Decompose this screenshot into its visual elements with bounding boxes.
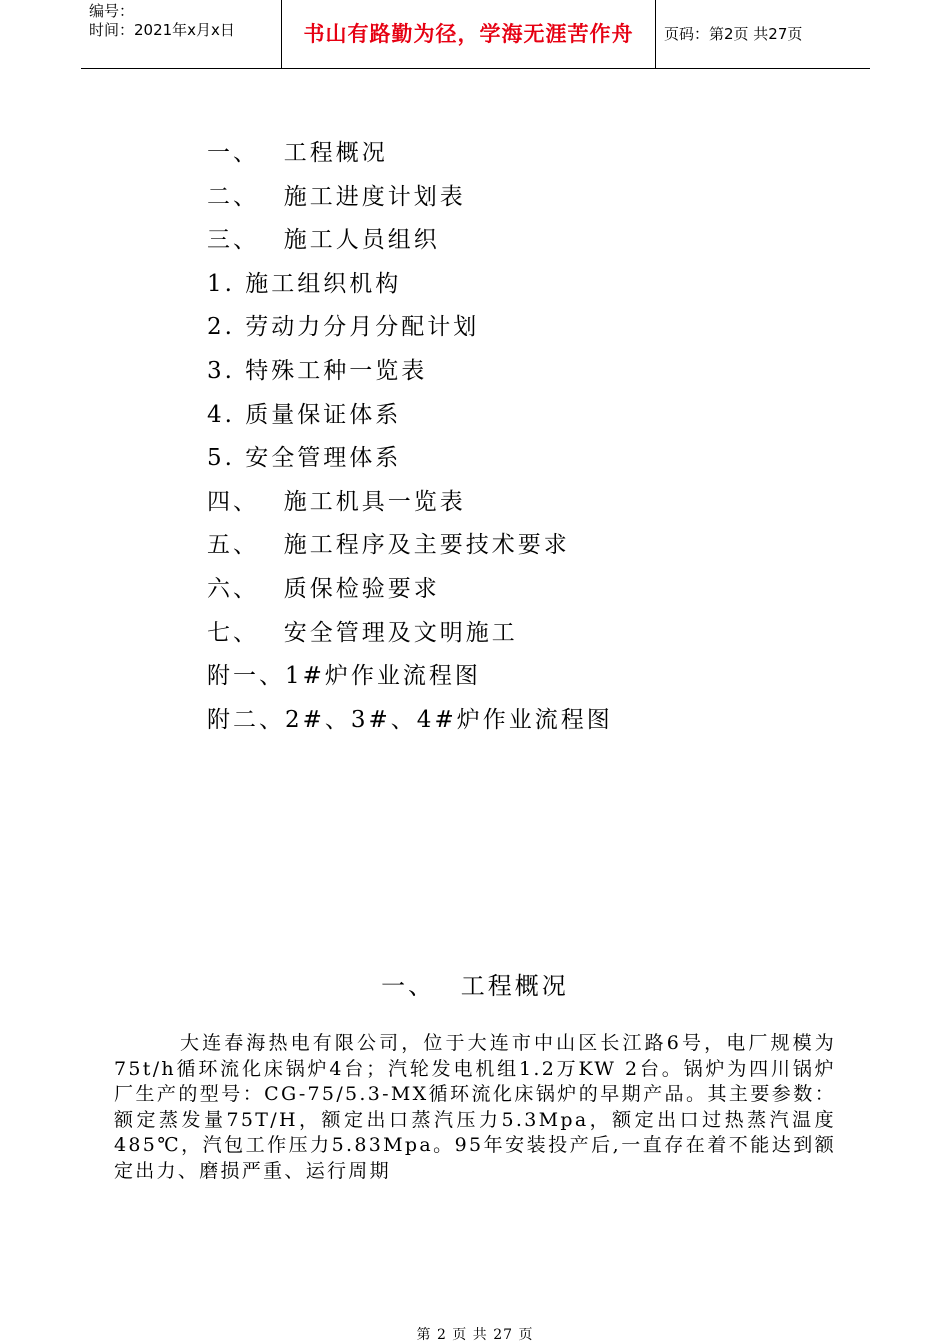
section-body bbox=[114, 1031, 836, 1184]
toc-item: 二、 施工进度计划表 bbox=[207, 183, 466, 210]
toc-item: 附一、1#炉作业流程图 bbox=[207, 663, 481, 690]
toc-item: 1. 施工组织机构 bbox=[207, 270, 402, 297]
header-page-info: 页码：第2页 共27页 bbox=[664, 25, 803, 43]
body-paragraph: 大连春海热电有限公司，位于大连市中山区长江路6号，电厂规模为75t/h循环流化床锅炉4台；汽轮发电机组1.2万KW 2台。锅炉为四川锅炉厂生产的型号：CG-75/5.3-MX循环流化床锅炉的早期产品。其主要参数：额定蒸发量75T/H，额定出口蒸汽压力5.3Mpa，额定出口过热蒸汽温度485℃，汽包工作压力5.83Mpa。95年安装投产后,一直存在着不能达到额定出力、磨损严重、运行周期 bbox=[114, 1032, 836, 1182]
page-header bbox=[81, 0, 870, 69]
toc-item: 附二、2#、3#、4#炉作业流程图 bbox=[207, 706, 613, 733]
toc-item: 5. 安全管理体系 bbox=[207, 445, 402, 472]
toc-item: 七、 安全管理及文明施工 bbox=[207, 619, 518, 646]
document-time-label: 时间：2021年x月x日 bbox=[89, 21, 235, 39]
section-title: 一、 工程概况 bbox=[381, 972, 569, 1000]
document-number-label: 编号： bbox=[89, 2, 135, 20]
toc-item: 三、 施工人员组织 bbox=[207, 227, 440, 254]
toc-item: 四、 施工机具一览表 bbox=[207, 488, 466, 515]
toc-item: 五、 施工程序及主要技术要求 bbox=[207, 532, 570, 559]
toc-item: 3. 特殊工种一览表 bbox=[207, 357, 428, 384]
toc-item: 一、 工程概况 bbox=[207, 140, 388, 166]
toc-item: 六、 质保检验要求 bbox=[207, 575, 440, 602]
toc-item: 4. 质量保证体系 bbox=[207, 401, 402, 428]
toc-item: 2. 劳动力分月分配计划 bbox=[207, 314, 480, 341]
table-of-contents bbox=[207, 135, 613, 745]
page-footer: 第 2 页 共 27 页 bbox=[416, 1327, 534, 1343]
header-motto: 书山有路勤为径，学海无涯苦作舟 bbox=[282, 0, 656, 68]
header-meta-cell bbox=[81, 0, 282, 68]
